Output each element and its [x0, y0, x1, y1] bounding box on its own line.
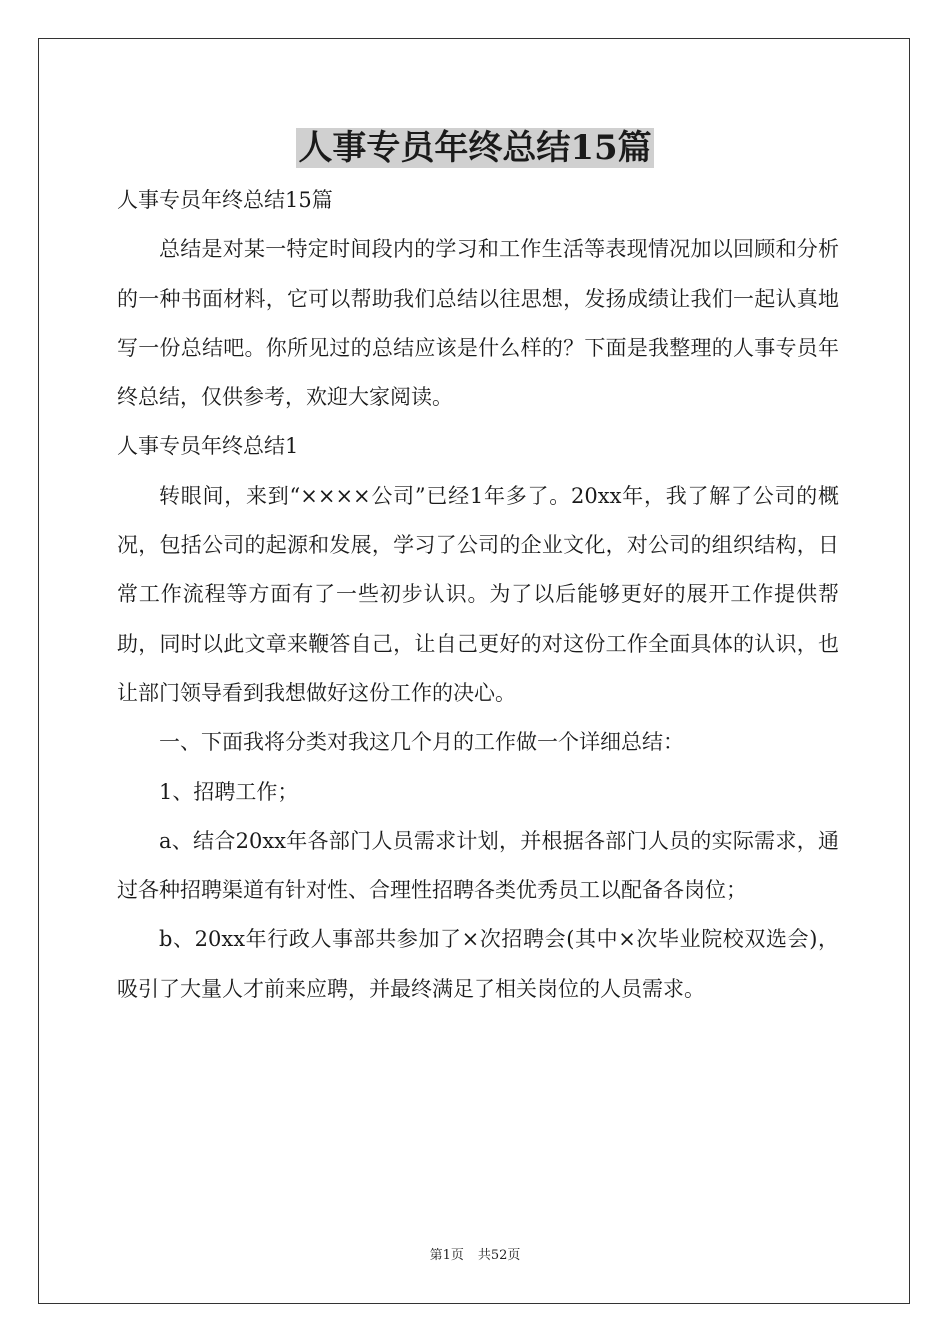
page-footer	[0, 1246, 950, 1266]
paragraph: a、结合20xx年各部门人员需求计划，并根据各部门人员的实际需求，通过各种招聘渠道有针对性、合理性招聘各类优秀员工以配备各岗位；	[117, 828, 839, 903]
page-number: 第1页	[429, 1248, 464, 1263]
paragraph: 人事专员年终总结15篇	[117, 188, 333, 212]
paragraph: b、20xx年行政人事部共参加了×次招聘会(其中×次毕业院校双选会)，吸引了大量人才前来应聘，并最终满足了相关岗位的人员需求。	[117, 927, 839, 1001]
document-body	[117, 176, 839, 1014]
paragraph: 1、招聘工作；	[159, 779, 299, 804]
document-title	[0, 124, 950, 172]
paragraph: 转眼间，来到“××××公司”已经1年多了。20xx年，我了解了公司的概况，包括公司的起源和发展，学习了公司的企业文化，对公司的组织结构，日常工作流程等方面有了一些初步认识。为了以后能够更好的展开工作提供帮助，同时以此文章来鞭答自己，让自己更好的对这份工作全面具体的认识，也让部门领导看到我想做好这份工作的决心。	[117, 483, 839, 705]
paragraph: 人事专员年终总结1	[117, 434, 299, 459]
document-title-text: 人事专员年终总结15篇	[298, 128, 652, 168]
paragraph: 总结是对某一特定时间段内的学习和工作生活等表现情况加以回顾和分析的一种书面材料，它可以帮助我们总结以往思想，发扬成绩让我们一起认真地写一份总结吧。你所见过的总结应该是什么样的？下面是我整理的人事专员年终总结，仅供参考，欢迎大家阅读。	[117, 237, 839, 410]
paragraph: 一、下面我将分类对我这几个月的工作做一个详细总结：	[159, 730, 684, 755]
page-total: 共52页	[477, 1248, 521, 1263]
